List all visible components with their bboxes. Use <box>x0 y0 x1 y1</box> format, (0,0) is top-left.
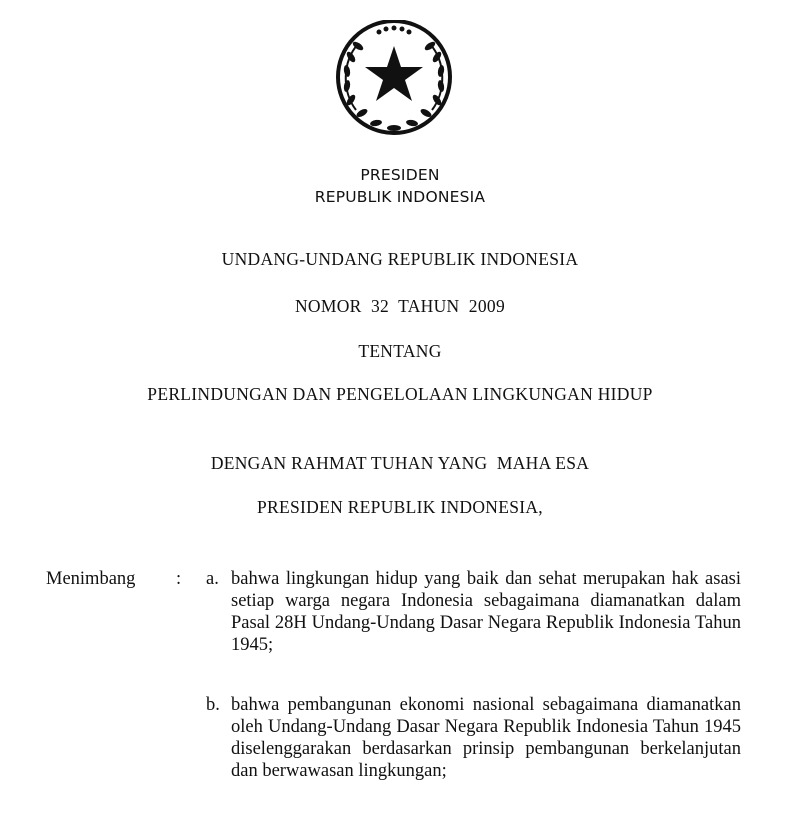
law-number: NOMOR 32 TAHUN 2009 <box>294 296 506 316</box>
item-a-text: bahwa lingkungan hidup yang baik dan sehat merupakan hak asasi setiap warga negara Indonesia sebagaimana diamanatkan dalam Pasal 28H Undang-Undang Dasar Negara Republik Indonesia Tahun 1945; <box>231 569 741 655</box>
item-a-letter: a. <box>206 569 219 589</box>
item-b-letter: b. <box>206 695 220 715</box>
considering-label: Menimbang <box>46 569 136 589</box>
law-about: TENTANG <box>358 341 442 361</box>
president-line: PRESIDEN REPUBLIK INDONESIA, <box>257 497 543 517</box>
header-republic: REPUBLIK INDONESIA <box>314 188 486 206</box>
header-president: PRESIDEN <box>360 166 440 184</box>
item-b-text: bahwa pembangunan ekonomi nasional sebagaimana diamanatkan oleh Undang-Undang Dasar Negara Republik Indonesia Tahun 1945 diselenggarakan berdasarkan prinsip pembangunan berkelanjutan dan berwawasan lingkungan; <box>231 695 741 781</box>
presidential-seal-emblem <box>334 20 454 138</box>
law-title: UNDANG-UNDANG REPUBLIK INDONESIA <box>221 249 579 269</box>
considering-colon: : <box>176 569 182 589</box>
law-subject: PERLINDUNGAN DAN PENGELOLAAN LINGKUNGAN HIDUP <box>147 384 653 404</box>
blessing-line: DENGAN RAHMAT TUHAN YANG MAHA ESA <box>210 453 590 473</box>
